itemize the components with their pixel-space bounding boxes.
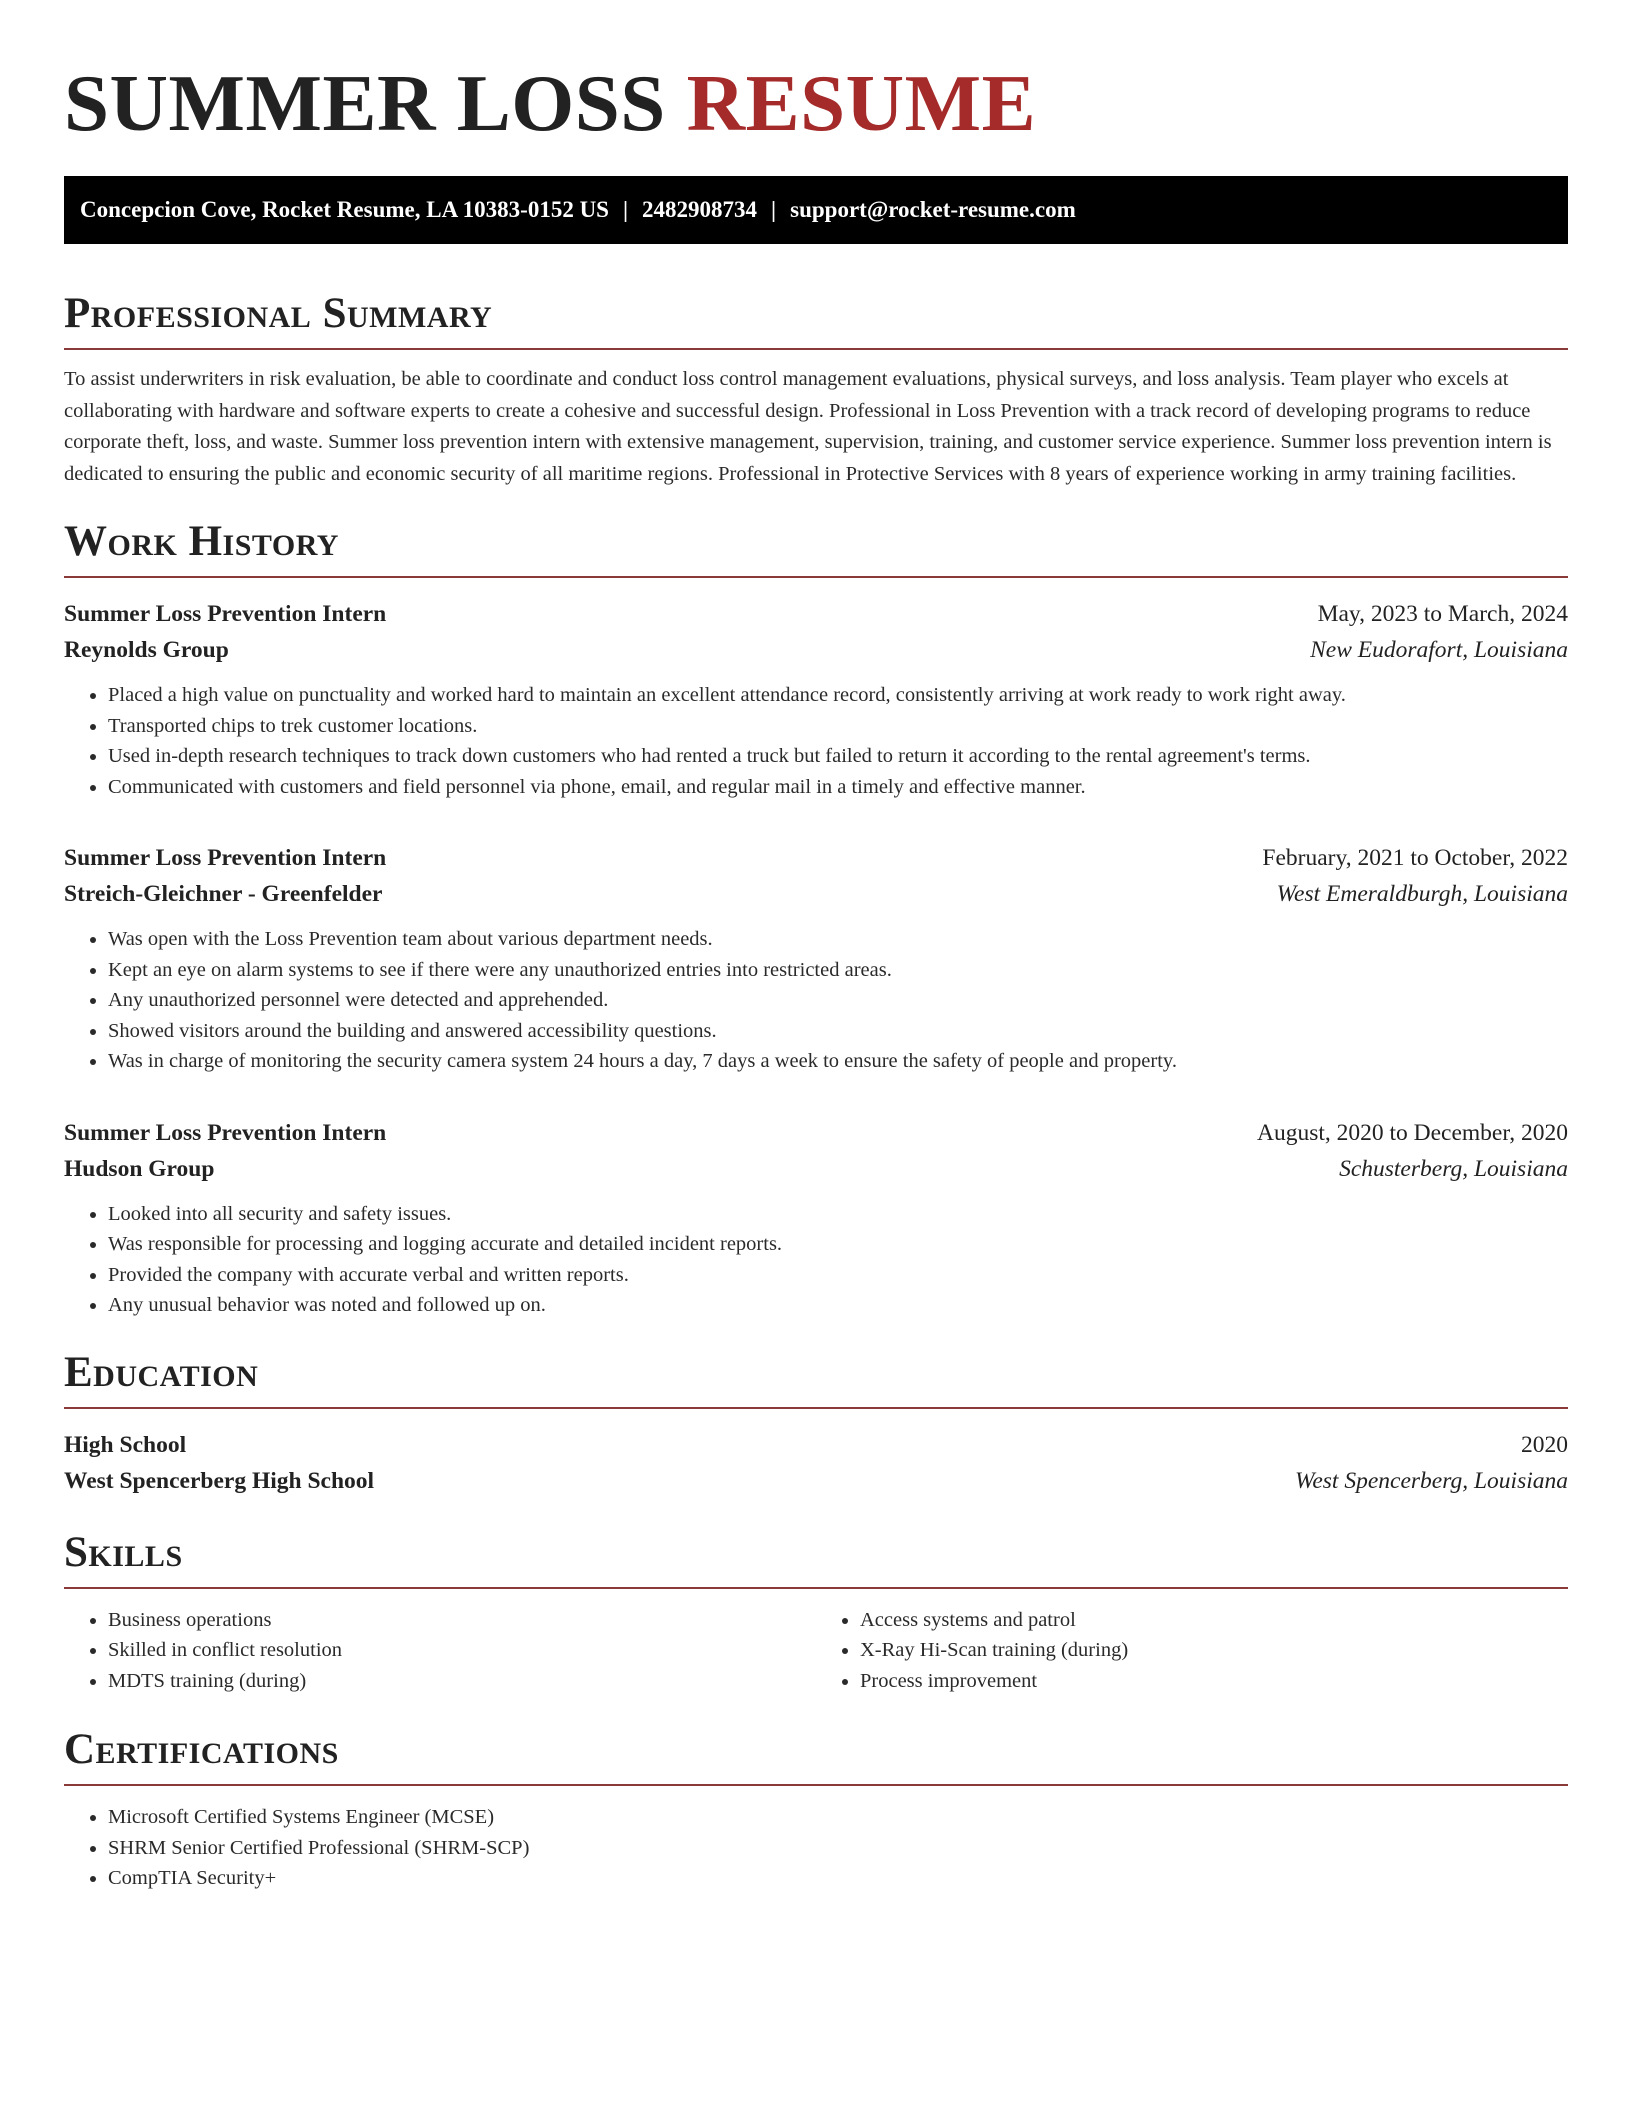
list-item: • Any unusual behavior was noted and followed up on. <box>108 1290 1568 1321</box>
job-company: Streich-Gleichner - Greenfelder <box>64 881 383 907</box>
job-title: Summer Loss Prevention Intern <box>64 601 387 627</box>
job-company-row <box>64 876 1568 912</box>
list-item: • Provided the company with accurate verbal and written reports. <box>108 1260 1568 1291</box>
certifications-heading: Certifications <box>64 1724 1568 1786</box>
contact-bar <box>64 176 1568 244</box>
job-company-row <box>64 1151 1568 1187</box>
list-item: • Used in-depth research techniques to track down customers who had rented a truck but failed to return it according to the rental agreement's terms. <box>108 741 1568 772</box>
list-item: • Business operations <box>108 1605 816 1636</box>
list-item: • Was open with the Loss Prevention team about various department needs. <box>108 924 1568 955</box>
skills-list-left <box>64 1605 816 1697</box>
list-item: • CompTIA Security+ <box>108 1863 1568 1894</box>
job-location: New Eudorafort, Louisiana <box>1310 637 1568 663</box>
job-entry <box>64 1115 1568 1321</box>
summary-section <box>64 288 1568 490</box>
job-header-row <box>64 1115 1568 1151</box>
education-year: 2020 <box>1521 1431 1568 1458</box>
job-location: Schusterberg, Louisiana <box>1339 1155 1568 1182</box>
job-location: West Emeraldburgh, Louisiana <box>1276 881 1568 907</box>
summary-text: To assist underwriters in risk evaluation, be able to coordinate and conduct loss control management evaluations, physical surveys, and loss analysis. Team player who excels at collaborating with hardware and software experts to create a cohesive and successful design. Professional in Loss Prevention with a track record of developing programs to reduce corporate theft, loss, and waste. Summer loss prevention intern with extensive management, supervision, training, and customer service experience. Summer loss prevention intern is dedicated to ensuring the public and economic security of all maritime regions. Professional in Protective Services with 8 years of experience working in army training facilities. <box>64 368 1552 485</box>
list-item: • Placed a high value on punctuality and worked hard to maintain an excellent attendance record, consistently arriving at work ready to work right away. <box>108 680 1568 711</box>
contact-phone: 2482908734 <box>642 197 758 222</box>
work-history-heading: Work History <box>64 516 1568 578</box>
education-entry <box>64 1427 1568 1499</box>
list-item: • Was responsible for processing and logging accurate and detailed incident reports. <box>108 1229 1568 1260</box>
list-item: • Microsoft Certified Systems Engineer (MCSE) <box>108 1802 1568 1833</box>
list-item: • Showed visitors around the building and answered accessibility questions. <box>108 1016 1568 1047</box>
job-dates: August, 2020 to December, 2020 <box>1256 1119 1568 1146</box>
job-bullets <box>64 680 1568 802</box>
education-degree-row <box>64 1427 1568 1463</box>
education-section <box>64 1347 1568 1499</box>
education-heading: Education <box>64 1347 1568 1409</box>
list-item: • Was in charge of monitoring the security camera system 24 hours a day, 7 days a week to ensure the safety of people and property. <box>108 1046 1568 1077</box>
list-item: • Access systems and patrol <box>860 1605 1568 1636</box>
job-bullets <box>64 1199 1568 1321</box>
list-item: • Looked into all security and safety issues. <box>108 1199 1568 1230</box>
job-company: Hudson Group <box>64 1155 215 1182</box>
list-item: • SHRM Senior Certified Professional (SHRM-SCP) <box>108 1833 1568 1864</box>
job-company-row <box>64 632 1568 668</box>
list-item: • X-Ray Hi-Scan training (during) <box>860 1635 1568 1666</box>
job-entry <box>64 596 1568 802</box>
resume-title <box>64 0 1568 148</box>
certifications-section <box>64 1724 1568 1894</box>
job-dates: May, 2023 to March, 2024 <box>1317 601 1568 627</box>
skills-heading: Skills <box>64 1527 1568 1589</box>
education-school-row <box>64 1463 1568 1499</box>
job-dates: February, 2021 to October, 2022 <box>1262 845 1568 871</box>
list-item: • Communicated with customers and field personnel via phone, email, and regular mail in a timely and effective manner. <box>108 772 1568 803</box>
education-degree: High School <box>64 1431 187 1458</box>
education-school: West Spencerberg High School <box>64 1467 375 1494</box>
job-title: Summer Loss Prevention Intern <box>64 845 387 871</box>
skills-list-right <box>816 1605 1568 1697</box>
work-history-section <box>64 516 1568 1321</box>
contact-separator: | <box>771 197 777 222</box>
list-item: • Skilled in conflict resolution <box>108 1635 816 1666</box>
education-location: West Spencerberg, Louisiana <box>1294 1467 1568 1494</box>
contact-address: Concepcion Cove, Rocket Resume, LA 10383-0152 US <box>80 197 609 222</box>
list-item: • Transported chips to trek customer locations. <box>108 711 1568 742</box>
certifications-list <box>64 1802 1568 1894</box>
title-accent: RESUME <box>686 58 1037 148</box>
job-header-row <box>64 840 1568 876</box>
job-header-row <box>64 596 1568 632</box>
skills-grid <box>64 1605 1568 1697</box>
contact-separator: | <box>622 197 629 222</box>
list-item: • Process improvement <box>860 1666 1568 1697</box>
list-item: • Kept an eye on alarm systems to see if there were any unauthorized entries into restricted areas. <box>108 955 1568 986</box>
job-title: Summer Loss Prevention Intern <box>64 1119 387 1146</box>
job-company: Reynolds Group <box>64 637 229 663</box>
skills-section <box>64 1527 1568 1697</box>
summary-heading: Professional Summary <box>64 288 1568 350</box>
contact-email: support@rocket-resume.com <box>790 197 1076 222</box>
list-item: • MDTS training (during) <box>108 1666 816 1697</box>
job-bullets <box>64 924 1568 1077</box>
list-item: • Any unauthorized personnel were detected and apprehended. <box>108 985 1568 1016</box>
job-entry <box>64 840 1568 1077</box>
title-name: SUMMER LOSS <box>64 58 666 148</box>
